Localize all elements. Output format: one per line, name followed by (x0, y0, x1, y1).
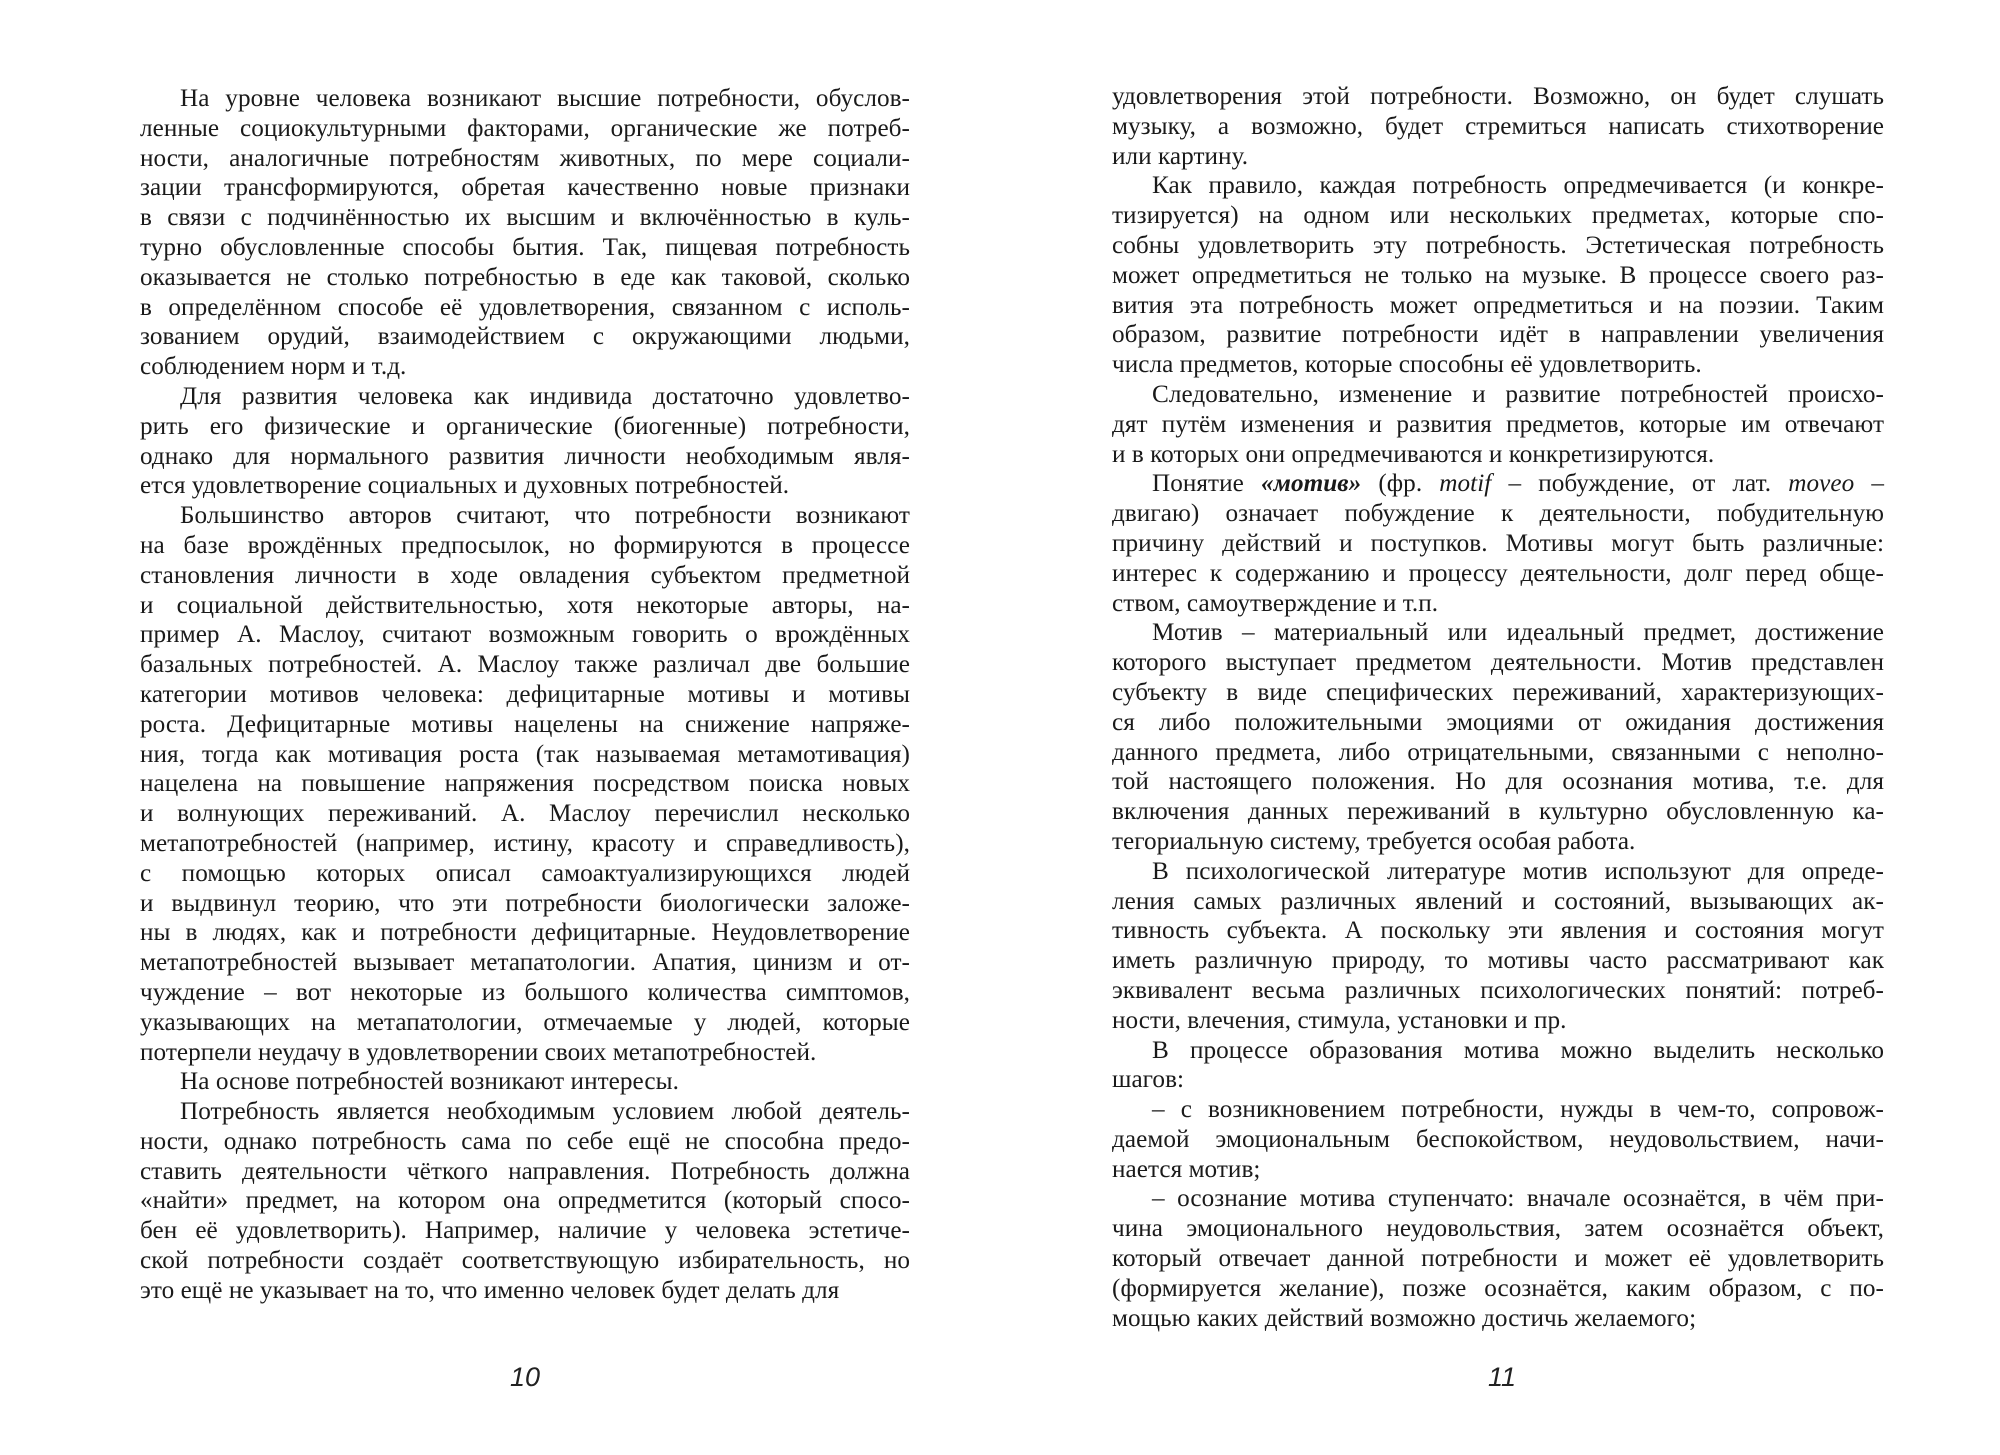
text-line: категории мотивов человека: дефицитарные мотивы и мотивы (140, 680, 910, 708)
text-line: дят путём изменения и развития предметов, которые им отвечают (1112, 410, 1884, 438)
text-line: который отвечает данной потребности и может её удовлетворить (1112, 1245, 1884, 1273)
text-line: зации трансформируются, обретая качественно новые признаки (140, 174, 910, 202)
text-line: и в которых они опредмечиваются и конкретизируются. (1112, 440, 1715, 468)
text-line: Потребность является необходимым условием любой деятель- (180, 1098, 910, 1126)
text-line: музыку, а возможно, будет стремиться написать стихотворение (1112, 112, 1884, 140)
text-line: чина эмоционального неудовольствия, затем осознаётся объект, (1112, 1215, 1884, 1243)
text-line: ности, влечения, стимула, установки и пр. (1112, 1006, 1567, 1034)
page-number-right: 11 (1488, 1362, 1517, 1392)
text-line: Следовательно, изменение и развитие потребностей происхо- (1152, 380, 1884, 408)
right-page-text (1112, 82, 1884, 1333)
text-line: На основе потребностей возникают интересы. (180, 1068, 679, 1096)
text-line: становления личности в ходе овладения субъектом предметной (140, 561, 910, 589)
text-line: на базе врождённых предпосылок, но формируются в процессе (140, 531, 910, 559)
text-line: включения данных переживаний в культурно обусловленную ка- (1112, 798, 1884, 826)
text-line: это ещё не указывает на то, что именно человек будет делать для (140, 1276, 840, 1304)
text-line: ется удовлетворение социальных и духовных потребностей. (140, 472, 790, 500)
text-line: вития эта потребность может опредметиться и на поэзии. Таким (1112, 291, 1884, 319)
inline-after: – (1854, 470, 1884, 498)
left-page (140, 0, 910, 1455)
text-line: эквивалент весьма различных психологических понятий: потреб- (1112, 976, 1884, 1004)
text-line: ны в людях, как и потребности дефицитарные. Неудовлетворение (140, 919, 910, 947)
text-line: бен её удовлетворить). Например, наличие у человека эстетиче- (140, 1217, 910, 1245)
page-number-left: 10 (510, 1362, 541, 1392)
text-line: в связи с подчинённостью их высшим и включённостью в куль- (140, 204, 910, 232)
inline-term: «мотив» (1261, 470, 1362, 498)
text-line: В процессе образования мотива можно выделить несколько (1152, 1036, 1884, 1064)
text-line: тизируется) на одном или нескольких предметах, которые спо- (1112, 202, 1884, 230)
text-line: ленные социокультурными факторами, органические же потреб- (140, 114, 910, 142)
text-line: в определённом способе её удовлетворения, связанном с исполь- (140, 293, 910, 321)
text-line: – осознание мотива ступенчато: вначале осознаётся, в чём при- (1152, 1185, 1884, 1213)
text-line: ния, тогда как мотивация роста (так называемая метамотивация) (140, 740, 910, 768)
text-line: ности, однако потребность сама по себе ещё не способна предо- (140, 1127, 910, 1155)
text-line: образом, развитие потребности идёт в направлении увеличения (1112, 321, 1884, 349)
text-line: метапотребностей (например, истину, красоту и справедливость), (140, 829, 910, 857)
text-line: двигаю) означает побуждение к деятельности, побудительную (1112, 500, 1884, 528)
text-line: даемой эмоциональным беспокойством, неудовольствием, начи- (1112, 1125, 1884, 1153)
text-line (1112, 469, 1884, 499)
text-line: числа предметов, которые способны её удовлетворить. (1112, 351, 1702, 379)
text-line: той настоящего положения. Но для осознания мотива, т.е. для (1112, 768, 1884, 796)
text-line: тегориальную систему, требуется особая работа. (1112, 827, 1636, 855)
text-line: – с возникновением потребности, нужды в чем-то, сопровож- (1152, 1096, 1884, 1124)
text-line: роста. Дефицитарные мотивы нацелены на снижение напряже- (140, 710, 910, 738)
text-line: шагов: (1112, 1066, 1185, 1094)
inline-middle1: (фр. (1361, 470, 1440, 498)
text-line: иметь различную природу, то мотивы часто рассматривают как (1112, 947, 1884, 975)
text-line: На уровне человека возникают высшие потребности, обуслов- (180, 85, 910, 112)
text-line: тивность субъекта. А поскольку эти явления и состояния могут (1112, 917, 1884, 945)
text-line: или картину. (1112, 142, 1249, 170)
text-line: ления самых различных явлений и состояний, вызывающих ак- (1112, 887, 1884, 915)
inline-before: Понятие (1152, 470, 1261, 498)
text-line: и выдвинул теорию, что эти потребности биологически заложе- (140, 889, 910, 917)
text-line: ности, аналогичные потребностям животных, по мере социали- (140, 144, 910, 172)
text-line: данного предмета, либо отрицательными, связанными с неполно- (1112, 738, 1884, 766)
text-line: причину действий и поступков. Мотивы могут быть различные: (1112, 529, 1884, 557)
text-line: с помощью которых описал самоактуализирующихся людей (140, 859, 910, 887)
text-line: Как правило, каждая потребность опредмечивается (и конкре- (1152, 172, 1884, 200)
text-line: собны удовлетворить эту потребность. Эстетическая потребность (1112, 231, 1884, 259)
right-page (1112, 0, 1884, 1455)
text-line: и социальной действительностью, хотя некоторые авторы, на- (140, 591, 910, 619)
text-line: турно обусловленные способы бытия. Так, пищевая потребность (140, 233, 910, 261)
text-line: ской потребности создаёт соответствующую избирательность, но (140, 1247, 910, 1275)
text-line: базальных потребностей. А. Маслоу также различал две большие (140, 651, 910, 679)
text-line: «найти» предмет, на котором она опредметится (который спосо- (140, 1187, 910, 1215)
text-line: нается мотив; (1112, 1155, 1261, 1183)
text-line: которого выступает предметом деятельности. Мотив представлен (1112, 649, 1884, 677)
text-line: потерпели неудачу в удовлетворении своих метапотребностей. (140, 1038, 817, 1066)
text-line: соблюдением норм и т.д. (140, 353, 407, 381)
text-line: ставить деятельности чёткого направления. Потребность должна (140, 1157, 910, 1185)
text-line: указывающих на метапатологии, отмечаемые у людей, которые (140, 1008, 910, 1036)
text-line: субъекту в виде специфических переживаний, характеризующих- (1112, 678, 1884, 706)
left-page-text (140, 84, 910, 1306)
text-line: пример А. Маслоу, считают возможным говорить о врождённых (140, 621, 910, 649)
text-line: однако для нормального развития личности необходимым явля- (140, 442, 910, 470)
text-line: В психологической литературе мотив используют для опреде- (1152, 857, 1884, 885)
text-line: мощью каких действий возможно достичь желаемого; (1112, 1304, 1697, 1332)
inline-latin: moveo (1788, 470, 1855, 498)
text-line: Для развития человека как индивида достаточно удовлетво- (180, 382, 910, 410)
text-line: зованием орудий, взаимодействием с окружающими людьми, (140, 323, 910, 351)
text-line: Мотив – материальный или идеальный предмет, достижение (1152, 619, 1884, 647)
text-line: нацелена на повышение напряжения посредством поиска новых (140, 770, 910, 798)
text-line: рить его физические и органические (биогенные) потребности, (140, 412, 910, 440)
text-line: (формируется желание), позже осознаётся, каким образом, с по- (1112, 1274, 1884, 1302)
text-line: чуждение – вот некоторые из большого количества симптомов, (140, 978, 910, 1006)
text-line: может опредметиться не только на музыке. В процессе своего раз- (1112, 261, 1884, 289)
inline-french: motif (1439, 470, 1492, 498)
text-line: и волнующих переживаний. А. Маслоу перечислил несколько (140, 800, 910, 828)
text-line: ством, самоутверждение и т.п. (1112, 589, 1439, 617)
inline-middle2: – побуждение, от лат. (1491, 470, 1789, 498)
text-line: метапотребностей вызывает метапатологии. Апатия, цинизм и от- (140, 949, 910, 977)
text-line: оказывается не столько потребностью в еде как таковой, сколько (140, 263, 910, 291)
text-line: ся либо положительными эмоциями от ожидания достижения (1112, 708, 1884, 736)
text-line: интерес к содержанию и процессу деятельности, долг перед обще- (1112, 559, 1884, 587)
text-line: Большинство авторов считают, что потребности возникают (180, 502, 910, 530)
text-line: удовлетворения этой потребности. Возможно, он будет слушать (1112, 83, 1884, 110)
